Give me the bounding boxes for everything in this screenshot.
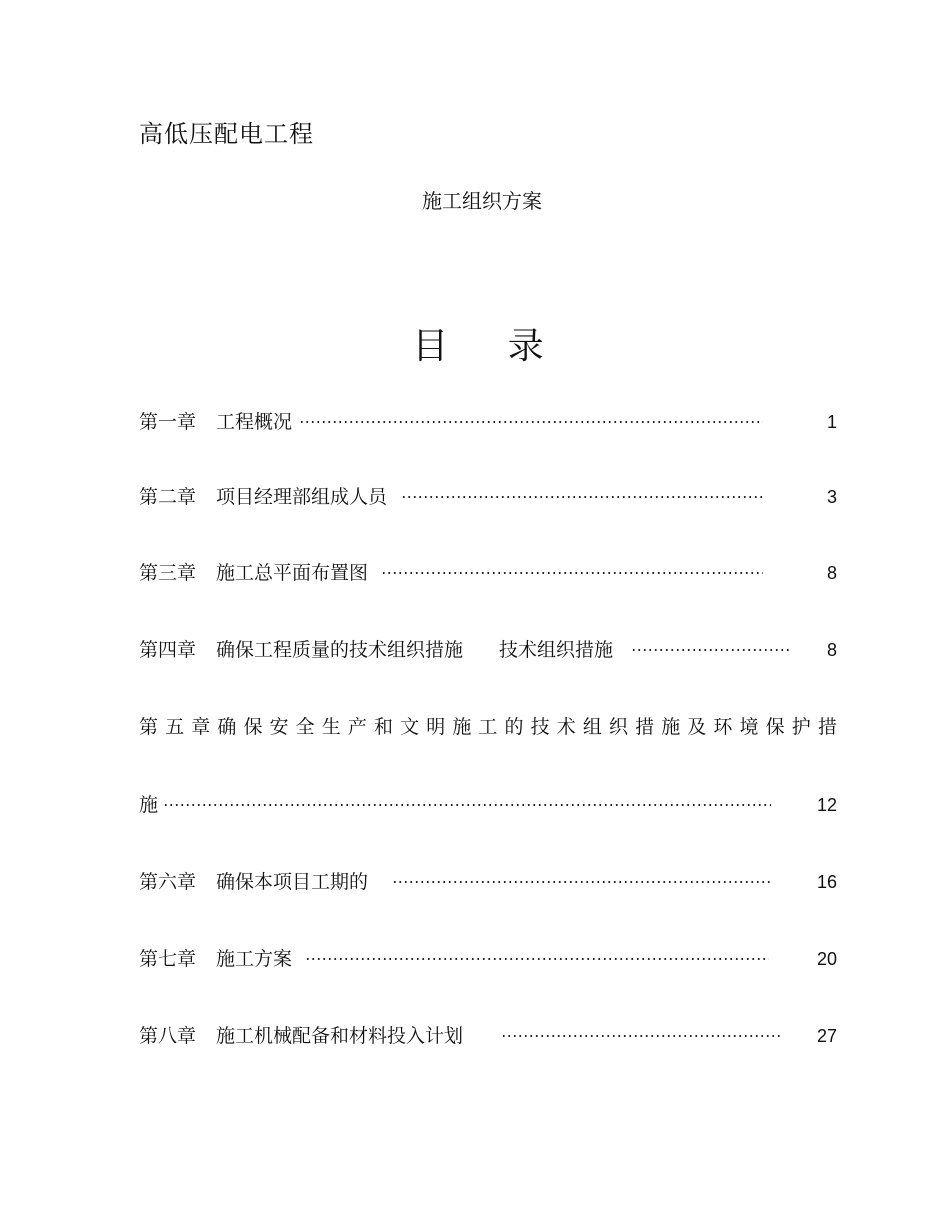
toc-chapter-title-char: 措: [635, 716, 655, 738]
toc-chapter-title-char: 保: [765, 716, 785, 738]
toc-chapter-title-char: 五: [165, 716, 185, 738]
toc-chapter-title-char: 及: [687, 716, 707, 738]
toc-entry-chapter-1[interactable]: [139, 407, 837, 437]
toc-chapter-title-char: 确: [217, 716, 237, 738]
toc-entry-chapter-5-line-1[interactable]: [139, 712, 837, 742]
toc-dot-leader: [163, 804, 771, 806]
toc-chapter-title: 工程概况: [216, 411, 293, 433]
toc-chapter-title-char: 组: [582, 716, 602, 738]
toc-chapter-title-char: 全: [295, 716, 315, 738]
toc-page-number: 8: [826, 563, 837, 583]
toc-chapter-title-char: 术: [556, 716, 576, 738]
toc-chapter-title: 施工总平面布置图: [216, 562, 369, 584]
toc-page-number: 16: [816, 872, 837, 892]
toc-entry-chapter-5-line-2[interactable]: [139, 790, 837, 820]
toc-chapter-title-char: 环: [713, 716, 733, 738]
toc-page-number: 3: [826, 487, 837, 507]
toc-chapter-number: 第二章: [139, 486, 197, 508]
toc-dot-leader: [501, 1035, 781, 1037]
toc-dot-leader: [392, 881, 772, 883]
toc-chapter-title-char: 工: [478, 716, 498, 738]
toc-page-number: 12: [816, 795, 837, 815]
toc-chapter-title-char: 的: [504, 716, 524, 738]
toc-chapter-number: 第一章: [139, 411, 197, 433]
toc-chapter-title-char: 生: [321, 716, 341, 738]
toc-chapter-title: 项目经理部组成人员: [216, 486, 388, 508]
toc-dot-leader: [299, 421, 763, 423]
toc-chapter-title: 确保本项目工期的: [216, 871, 369, 893]
toc-chapter-number: 第三章: [139, 562, 197, 584]
toc-page-number: 1: [826, 412, 837, 432]
toc-chapter-title-char: 措: [817, 716, 837, 738]
project-title: 高低压配电工程: [139, 120, 314, 148]
toc-chapter-title: 施工方案: [216, 948, 293, 970]
toc-chapter-number: 第四章: [139, 639, 197, 661]
toc-chapter-number: 第七章: [139, 948, 197, 970]
toc-entry-chapter-8[interactable]: [139, 1021, 837, 1051]
toc-chapter-title-char: 施: [452, 716, 472, 738]
toc-page-number: 8: [826, 640, 837, 660]
toc-chapter-title-char: 产: [347, 716, 367, 738]
toc-chapter-title-char: 织: [608, 716, 628, 738]
toc-chapter-title-continuation: 施: [139, 794, 159, 816]
toc-chapter-title-char: 文: [400, 716, 420, 738]
toc-entry-chapter-6[interactable]: [139, 867, 837, 897]
toc-chapter-title-char: 章: [191, 716, 211, 738]
toc-heading: 目 录: [412, 326, 568, 367]
toc-dot-leader: [631, 649, 789, 651]
toc-chapter-number: 第六章: [139, 871, 197, 893]
toc-entry-chapter-2[interactable]: [139, 482, 837, 512]
toc-page-number: 20: [816, 949, 837, 969]
toc-chapter-title-char: 境: [739, 716, 759, 738]
toc-chapter-title-char: 保: [243, 716, 263, 738]
toc-dot-leader: [401, 496, 763, 498]
toc-chapter-title-char: 和: [373, 716, 393, 738]
toc-dot-leader: [381, 572, 763, 574]
toc-entry-chapter-4[interactable]: [139, 635, 837, 665]
toc-dot-leader: [305, 958, 769, 960]
toc-chapter-number: 第八章: [139, 1025, 197, 1047]
toc-chapter-title-char: 技: [530, 716, 550, 738]
toc-chapter-title: 施工机械配备和材料投入计划: [216, 1025, 464, 1047]
toc-chapter-title-char: 护: [791, 716, 811, 738]
plan-subtitle: 施工组织方案: [422, 189, 542, 213]
toc-chapter-title-char: 第: [139, 716, 159, 738]
toc-chapter-title-extra: 技术组织措施: [499, 639, 614, 661]
toc-chapter-title-char: 安: [269, 716, 289, 738]
toc-chapter-title-char: 施: [661, 716, 681, 738]
toc-page-number: 27: [816, 1026, 837, 1046]
toc-chapter-title-char: 明: [426, 716, 446, 738]
toc-entry-chapter-3[interactable]: [139, 558, 837, 588]
toc-chapter-title: 确保工程质量的技术组织措施: [216, 639, 464, 661]
toc-entry-chapter-7[interactable]: [139, 944, 837, 974]
